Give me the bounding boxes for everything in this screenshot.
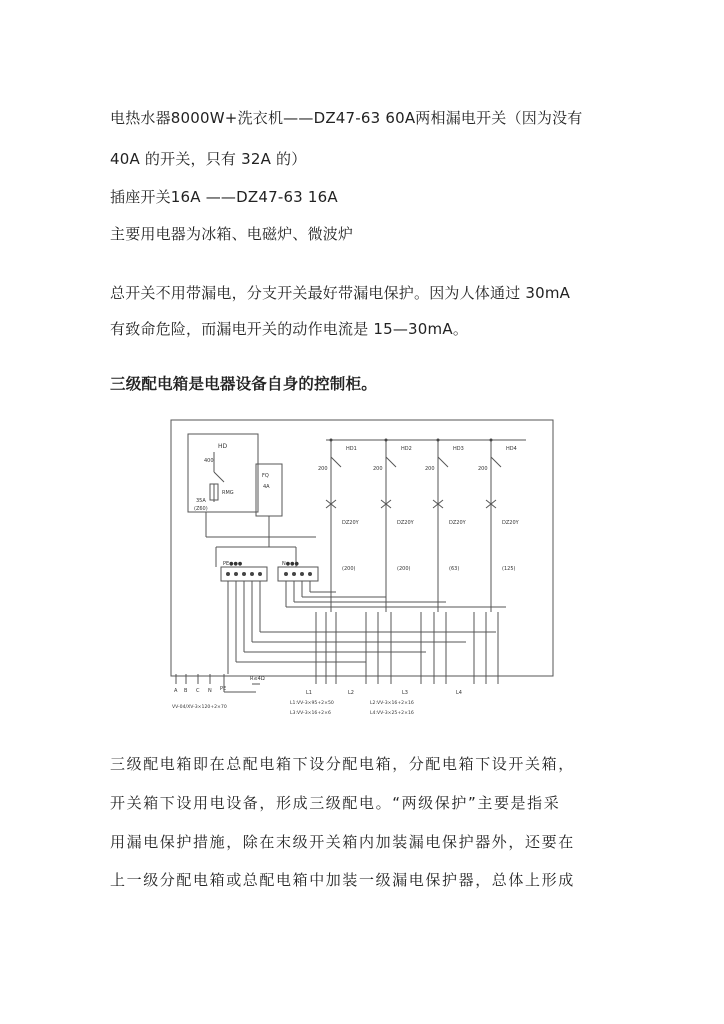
- cable-l2: L2:VV-3×16+2×16: [370, 701, 414, 706]
- fq-value: 4A: [263, 484, 270, 490]
- text-line-5: 总开关不用带漏电，分支开关最好带漏电保护。因为人体通过 30mA: [110, 284, 571, 302]
- cable-main: VV-04/XV-3×120+2×70: [172, 705, 227, 710]
- branch-current-3: (63): [449, 566, 460, 572]
- branch-rating-4: 200: [478, 466, 488, 472]
- branch-name-3: HD3: [453, 446, 464, 452]
- main-switch-rating: 400: [204, 458, 214, 464]
- output-l4: L4: [456, 690, 462, 696]
- fq-label: FQ: [262, 473, 269, 479]
- n-label: N●●●: [282, 561, 299, 567]
- cable-l3: L3:VV-3×16+2×6: [290, 711, 331, 716]
- terminal-b: B: [184, 688, 188, 694]
- section-heading: 三级配电箱是电器设备自身的控制柜。: [110, 375, 377, 393]
- grounding-label: R≤4Ω: [250, 676, 265, 682]
- branch-rating-3: 200: [425, 466, 435, 472]
- branch-name-1: HD1: [346, 446, 357, 452]
- terminal-c: C: [196, 688, 200, 694]
- text-line-2: 40A 的开关，只有 32A 的）: [110, 150, 307, 168]
- terminal-a: A: [174, 688, 178, 694]
- meter-value-2: (Z60): [194, 506, 208, 512]
- cable-l4: L4:VV-3×25+2×16: [370, 711, 414, 716]
- meter-label: RMG: [222, 490, 234, 496]
- text-line-4: 主要用电器为冰箱、电磁炉、微波炉: [110, 225, 354, 243]
- text-line-6: 有致命危险，而漏电开关的动作电流是 15—30mA。: [110, 320, 469, 338]
- pe-label: PE●●●: [223, 561, 243, 567]
- fq-box: [256, 464, 282, 516]
- branch-rating-2: 200: [373, 466, 383, 472]
- branch-breaker-2: DZ20Y: [397, 520, 414, 526]
- text-line-1: 电热水器8000W+洗衣机——DZ47-63 60A两相漏电开关（因为没有: [110, 109, 583, 127]
- branch-name-2: HD2: [401, 446, 412, 452]
- text-line-8: 开关箱下设用电设备，形成三级配电。“两级保护”主要是指采: [110, 794, 561, 812]
- text-line-9: 用漏电保护措施，除在末级开关箱内加装漏电保护器外，还要在: [110, 833, 575, 851]
- branch-rating-1: 200: [318, 466, 328, 472]
- branch-breaker-3: DZ20Y: [449, 520, 466, 526]
- output-l1: L1: [306, 690, 312, 696]
- cable-l1: L1:VV-3×95+2×50: [290, 701, 334, 706]
- branch-name-4: HD4: [506, 446, 517, 452]
- meter-value-1: 35A: [196, 498, 206, 504]
- output-l2: L2: [348, 690, 354, 696]
- text-line-3: 插座开关16A ——DZ47-63 16A: [110, 188, 338, 206]
- terminal-n: N: [208, 688, 212, 694]
- terminal-pe: PE: [220, 686, 227, 692]
- main-switch-label: HD: [218, 443, 228, 450]
- branch-current-2: (200): [397, 566, 411, 572]
- text-line-10: 上一级分配电箱或总配电箱中加装一级漏电保护器，总体上形成: [110, 871, 575, 889]
- text-line-7: 三级配电箱即在总配电箱下设分配电箱，分配电箱下设开关箱，: [110, 755, 575, 773]
- branch-current-4: (125): [502, 566, 516, 572]
- branch-breaker-4: DZ20Y: [502, 520, 519, 526]
- branch-breaker-1: DZ20Y: [342, 520, 359, 526]
- distribution-box-wiring-diagram: [166, 412, 560, 722]
- output-l3: L3: [402, 690, 408, 696]
- branch-current-1: (200): [342, 566, 356, 572]
